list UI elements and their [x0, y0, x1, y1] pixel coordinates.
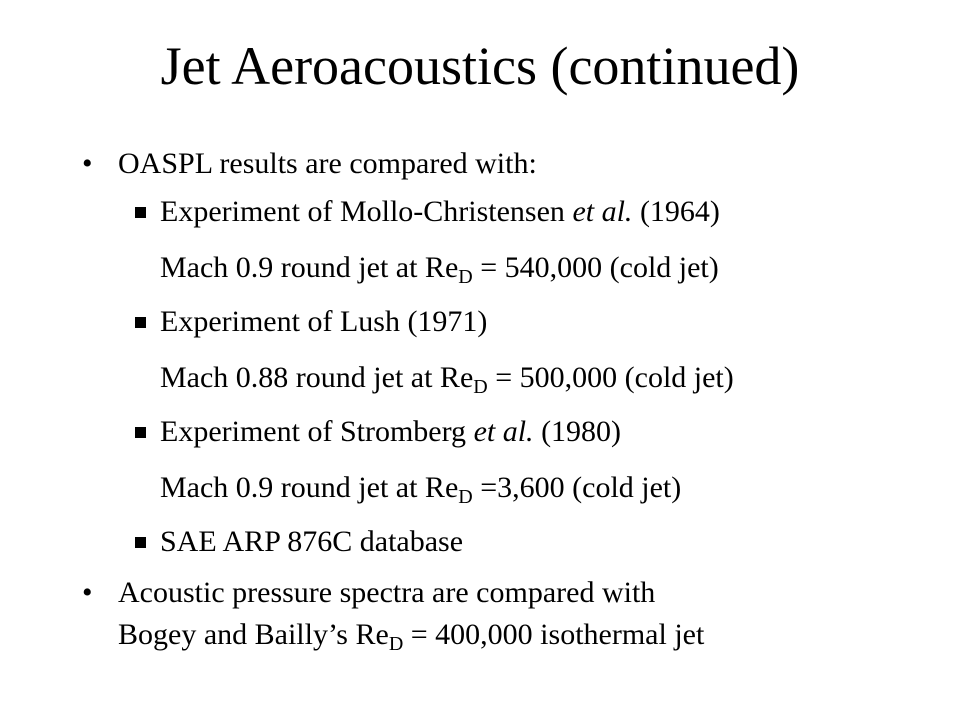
bullet-subscript: D [388, 633, 404, 655]
detail-post: =3,600 (cold jet) [472, 471, 682, 504]
subitem-heading [160, 414, 621, 450]
detail-subscript: D [473, 376, 488, 398]
bullet-pre: Bogey and Bailly’s Re [118, 618, 389, 651]
square-bullet-icon [135, 317, 146, 328]
subitem-italic-text: et al. [473, 415, 534, 448]
detail-subscript: D [458, 486, 473, 508]
subitem-heading: Experiment of Lush (1971) [160, 305, 488, 338]
bullet-marker: • [82, 576, 93, 609]
detail-post: = 540,000 (cold jet) [472, 251, 719, 284]
square-bullet-icon [135, 427, 146, 438]
square-bullet-icon [135, 537, 146, 548]
bullet-text-line2 [118, 617, 704, 653]
slide-title: Jet Aeroacoustics (continued) [160, 36, 800, 96]
subitem-detail [160, 470, 681, 506]
subitem-tail-text: (1964) [632, 195, 720, 228]
subitem-italic-text: et al. [572, 195, 633, 228]
subitem-head-text: Experiment of Stromberg [160, 415, 474, 448]
bullet-post: = 400,000 isothermal jet [403, 618, 705, 651]
detail-pre: Mach 0.9 round jet at Re [160, 471, 459, 504]
detail-pre: Mach 0.88 round jet at Re [160, 361, 474, 394]
subitem-heading [160, 194, 720, 230]
detail-pre: Mach 0.9 round jet at Re [160, 251, 459, 284]
square-bullet-icon [135, 207, 146, 218]
subitem-detail [160, 360, 734, 396]
subitem-tail-text: (1980) [533, 415, 622, 448]
subitem-detail [160, 250, 719, 286]
detail-post: = 500,000 (cold jet) [487, 361, 734, 394]
bullet-marker: • [82, 147, 93, 180]
bullet-text: OASPL results are compared with: [118, 147, 537, 180]
detail-subscript: D [458, 266, 473, 288]
subitem-head-text: Experiment of Mollo-Christensen [160, 195, 573, 228]
bullet-text: Acoustic pressure spectra are compared with [118, 576, 656, 609]
subitem-heading: SAE ARP 876C database [160, 525, 464, 558]
